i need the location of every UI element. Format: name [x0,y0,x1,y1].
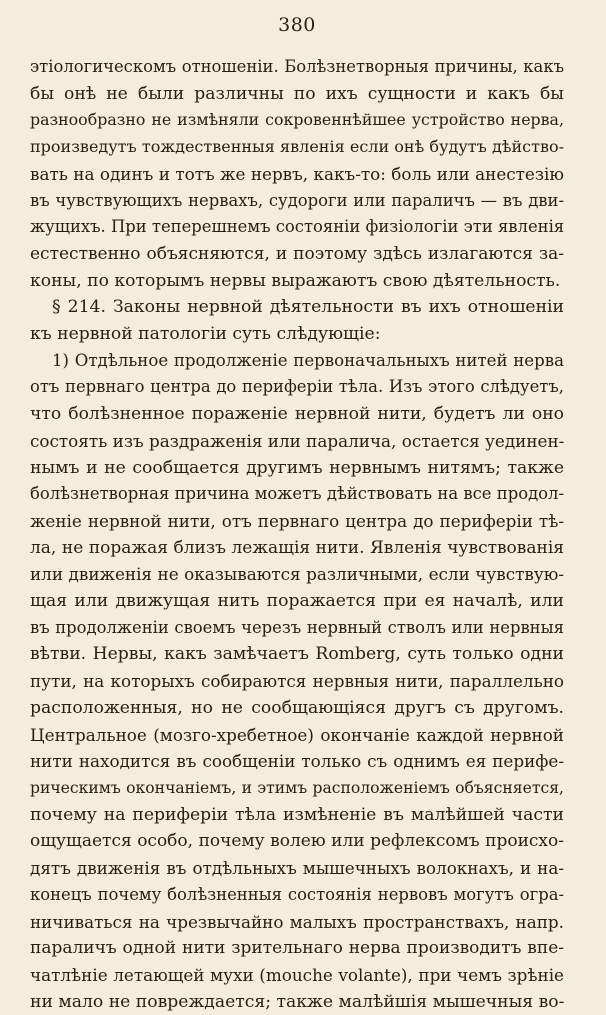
text-line: параличъ одной нити зрительнаго нерва производитъ впе- [30,938,564,959]
text-line: Центральное (мозго-хребетное) окончаніе каждой нервной [30,724,564,745]
text-line: жущихъ. При теперешнемъ состояніи физіологіи эти явленія [30,217,565,237]
text-line: дятъ движенія въ отдѣльныхъ мышечныхъ волокнахъ, и на- [30,858,564,879]
text-line: ощущается особо, почему волею или рефлексомъ происхо- [30,831,564,852]
text-line: отъ первнаго центра до периферіи тѣла. Изъ этого слѣдуетъ, [30,377,564,397]
text-line: нити находится въ сообщеніи только съ однимъ ея перифе- [30,751,564,772]
text-line: женіе нервной нити, отъ первнаго центра до периферіи тѣ- [30,510,564,531]
section-heading-line: § 214. Законы нервной дѣятельности въ ихъ отношеніи [52,297,564,318]
text-line: къ нервной патологіи суть слѣдующіе: [30,324,381,345]
text-line: коны, по которымъ нервы выражаютъ свою дѣятельность. [30,270,561,291]
text-line: въ чувствующихъ нервахъ, судороги или параличъ — въ дви- [30,190,564,210]
text-line: произведутъ тождественныя явленія если онѣ будутъ дѣйство- [30,137,564,157]
text-line: этіологическомъ отношеніи. Болѣзнетворныя причины, какъ [30,57,564,76]
list-item-start-line: 1) Отдѣльное продолженіе первоначальныхъ нитей нерва [52,350,564,370]
text-line: пути, на которыхъ собираются нервныя нити, параллельно [30,671,564,692]
text-line: въ продолженіи своемъ черезъ нервный стволъ или нервныя [30,617,564,637]
text-line: что болѣзненное пораженіе нервной нити, будетъ ли оно [30,404,564,425]
text-line: ни мало не повреждается; также малѣйшія мышечныя во- [30,991,565,1012]
text-line: естественно объясняются, и поэтому здѣсь излагаются за- [30,243,564,264]
text-line: почему на периферіи тѣла измѣненіе въ малѣйшей части [30,804,564,825]
text-line: болѣзнетворная причина можетъ дѣйствовать на все продол- [30,484,564,504]
text-line: состоять изъ раздраженія или паралича, остается уединен- [30,430,565,451]
text-line: ла, не поражая близъ лежащія нити. Явленія чувствованія [30,537,564,558]
text-line: конецъ почему болѣзненныя состоянія нервовъ могутъ огра- [30,884,564,904]
text-line: расположенныя, но не сообщающіяся другъ съ другомъ. [30,697,564,718]
body-text [30,54,564,1015]
text-line: нымъ и не сообщается другимъ нервнымъ нитямъ; также [30,457,564,478]
text-line: щая или движущая нить поражается при ея началѣ, или [30,591,564,612]
text-line: вать на одинъ и тотъ же нервъ, какъ-то: боль или анестезію [30,163,564,184]
text-line: вѣтви. Нервы, какъ замѣчаетъ Romberg, суть только одни [30,644,564,665]
text-line: чатлѣніе летающей мухи (mouche volante), при чемъ зрѣніе [30,964,564,985]
page-number: 380 [278,14,316,36]
text-line: бы онѣ не были различны по ихъ сущности и какъ бы [30,83,564,104]
text-line: ничиваться на чрезвычайно малыхъ пространствахъ, напр. [30,911,564,932]
text-line: рическимъ окончаніемъ, и этимъ расположеніемъ объясняется, [30,778,564,797]
text-line: или движенія не оказываются различными, если чувствую- [30,564,564,585]
text-line: разнообразно не измѣняли сокровеннѣйшее устройство нерва, [30,110,564,130]
